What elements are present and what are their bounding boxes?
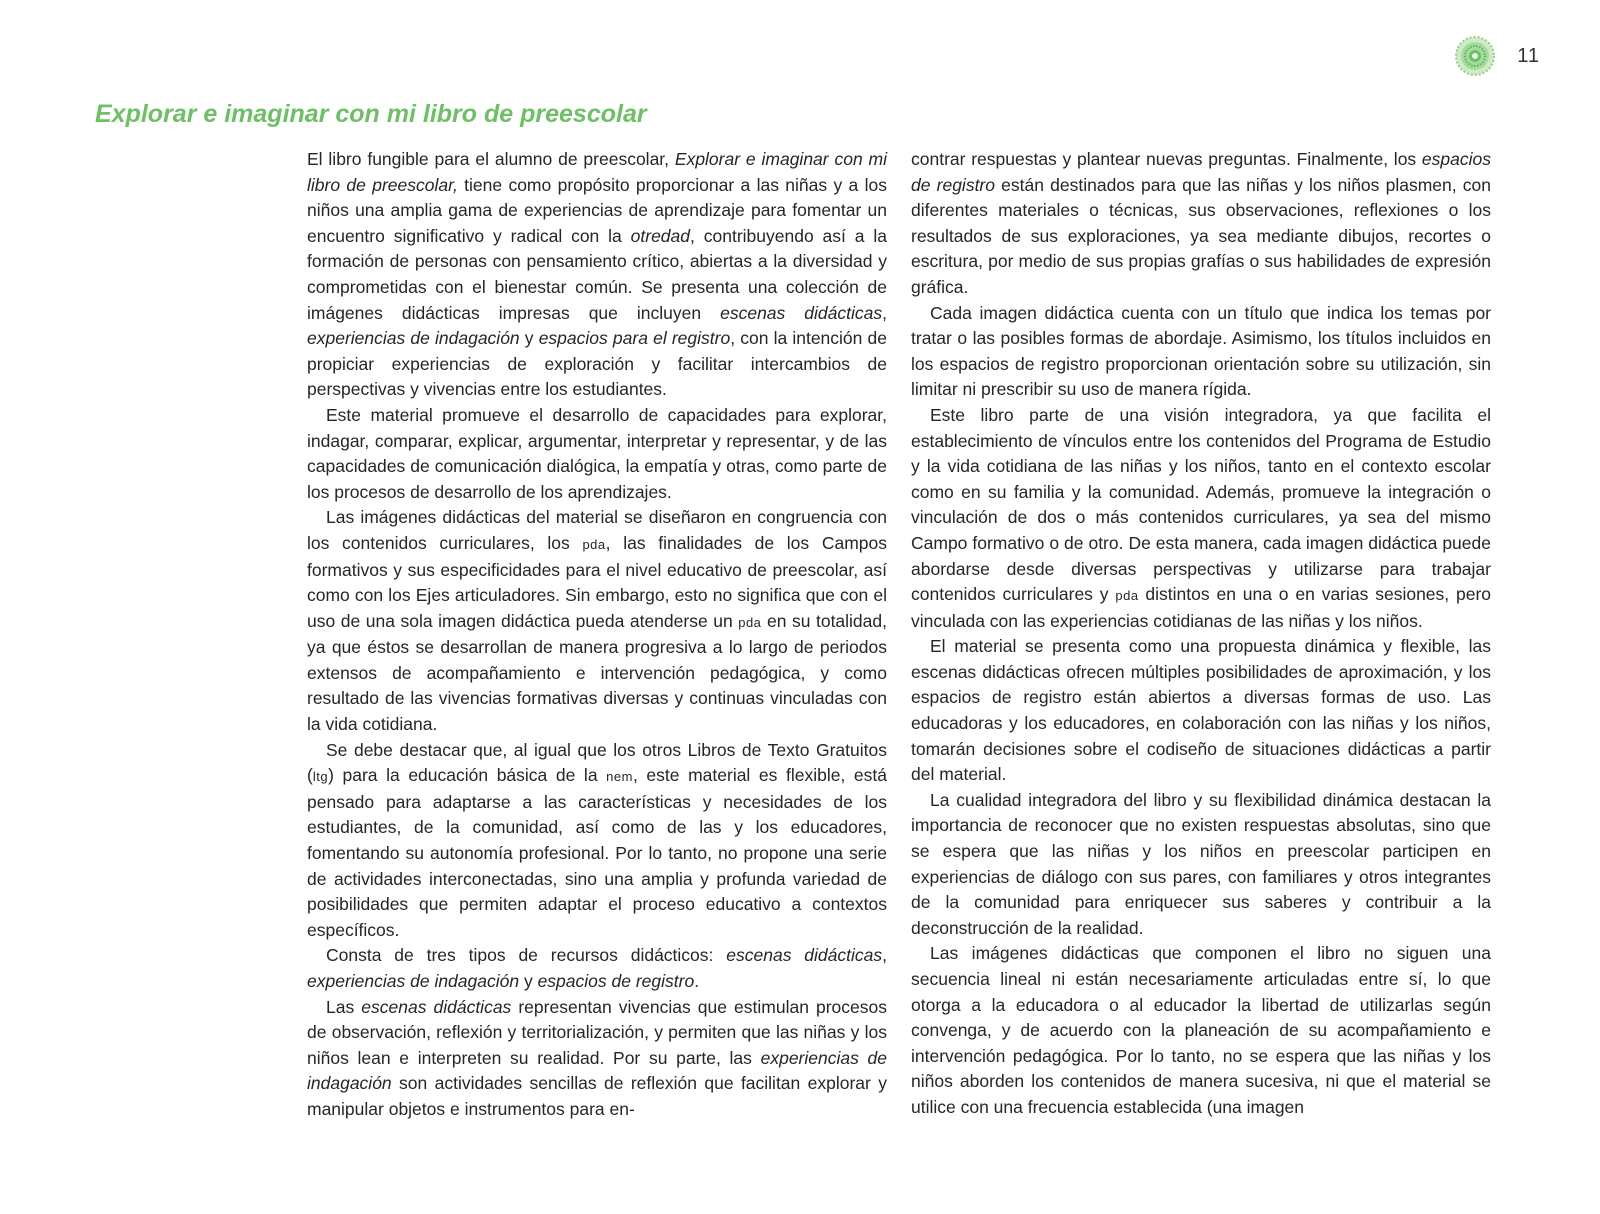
paragraph: Cada imagen didáctica cuenta con un título que indica los temas por tratar o las posibles formas de abordaje. Asimismo, los títulos incluidos en los espacios de registro proporcionan orientación sobre su utilización, sin limitar ni prescribir su uso de manera rígida. <box>911 302 1491 400</box>
acronym: pda <box>738 614 762 630</box>
acronym: ltg <box>312 769 329 785</box>
paragraph: La cualidad integradora del libro y su flexibilidad dinámica destacan la importancia de reconocer que no existen respuestas absolutas, sino que se espera que las niñas y los niños en preescolar participen en experiencias de diálogo con sus pares, con familiares y otros integrantes de la comunidad para enriquecer sus saberes y contribuir a la deconstrucción de la realidad. <box>911 789 1491 938</box>
acronym: nem <box>606 769 633 785</box>
paragraph: Consta de tres tipos de recursos didácticos: escenas didácticas, experiencias de indagación y espacios de registro. <box>307 945 887 991</box>
left-text-column <box>307 147 887 1123</box>
paragraph: contrar respuestas y plantear nuevas preguntas. Finalmente, los espacios de registro están destinados para que las niñas y los niños plasmen, con diferentes materiales o técnicas, sus observaciones, reflexiones o los resultados de sus exploraciones, ya sea mediante dibujos, recortes o escritura, por medio de sus propias grafías o sus habilidades de expresión gráfica. <box>911 149 1491 297</box>
paragraph: El libro fungible para el alumno de preescolar, Explorar e imaginar con mi libro de preescolar, tiene como propósito proporcionar a las niñas y a los niños una amplia gama de experiencias de aprendizaje para fomentar un encuentro significativo y radical con la otredad, contribuyendo así a la formación de personas con pensamiento crítico, abiertas a la diversidad y comprometidas con el bienestar común. Se presenta una colección de imágenes didácticas impresas que incluyen escenas didácticas, experiencias de indagación y espacios para el registro, con la intención de propiciar experiencias de exploración y facilitar intercambios de perspectivas y vivencias entre los estudiantes. <box>307 149 887 400</box>
green-rosette-emblem-icon <box>1455 36 1495 76</box>
paragraph: Se debe destacar que, al igual que los otros Libros de Texto Gratuitos (ltg) para la educación básica de la nem, este material es flexible, está pensado para adaptarse a las características y necesidades de los estudiantes, de la comunidad, así como de las y los educadores, fomentando su autonomía profesional. Por lo tanto, no propone una serie de actividades interconectadas, sino una amplia y profunda variedad de posibilidades que permiten adaptar el proceso educativo a contextos específicos. <box>307 739 887 940</box>
acronym: pda <box>1115 588 1139 604</box>
section-title: Explorar e imaginar con mi libro de preescolar <box>95 100 647 128</box>
paragraph: Las imágenes didácticas que componen el libro no siguen una secuencia lineal ni están necesariamente articuladas entre sí, lo que otorga a la educadora o al educador la libertad de utilizarlas según convenga, y de acuerdo con la planeación de su acompañamiento e intervención pedagógica. Por lo tanto, no se espera que las niñas y los niños aborden los contenidos de manera sucesiva, ni que el material se utilice con una frecuencia establecida (una imagen <box>911 943 1491 1117</box>
right-text-column <box>911 147 1491 1121</box>
paragraph: Este material promueve el desarrollo de capacidades para explorar, indagar, comparar, explicar, argumentar, interpretar y representar, y de las capacidades de comunicación dialógica, la empatía y otras, como parte de los procesos de desarrollo de los aprendizajes. <box>307 404 887 502</box>
paragraph: Las escenas didácticas representan vivencias que estimulan procesos de observación, reflexión y territorialización, y permiten que las niñas y los niños lean e interpreten su realidad. Por su parte, las experiencias de indagación son actividades sencillas de reflexión que facilitan explorar y manipular objetos e instrumentos para en- <box>307 996 888 1119</box>
page-header <box>1455 36 1540 76</box>
page-number: 11 <box>1517 44 1540 67</box>
paragraph: Este libro parte de una visión integradora, ya que facilita el establecimiento de vínculos entre los contenidos del Programa de Estudio y la vida cotidiana de las niñas y los niños, tanto en el contexto escolar como en su familia y la comunidad. Además, promueve la integración o vinculación de dos o más contenidos curriculares, ya sea del mismo Campo formativo o de otro. De esta manera, cada imagen didáctica puede abordarse desde diversas perspectivas y utilizarse para trabajar contenidos curriculares y pda distintos en una o en varias sesiones, pero vinculada con las experiencias cotidianas de las niñas y los niños. <box>911 404 1492 631</box>
paragraph: Las imágenes didácticas del material se diseñaron en congruencia con los contenidos curriculares, los pda, las finalidades de los Campos formativos y sus especificidades para el nivel educativo de preescolar, así como con los Ejes articuladores. Sin embargo, esto no significa que con el uso de una sola imagen didáctica pueda atenderse un pda en su totalidad, ya que éstos se desarrollan de manera progresiva a lo largo de periodos extensos de acompañamiento e intervención pedagógica, y como resultado de las vivencias formativas diversas y continuas vinculadas con la vida cotidiana. <box>307 507 888 735</box>
paragraph: El material se presenta como una propuesta dinámica y flexible, las escenas didácticas ofrecen múltiples posibilidades de aproximación, y los espacios de registro están abiertos a diversas formas de uso. Las educadoras y los educadores, en colaboración con las niñas y los niños, tomarán decisiones sobre el codiseño de situaciones didácticas a partir del material. <box>911 636 1491 785</box>
acronym: pda <box>582 536 606 552</box>
